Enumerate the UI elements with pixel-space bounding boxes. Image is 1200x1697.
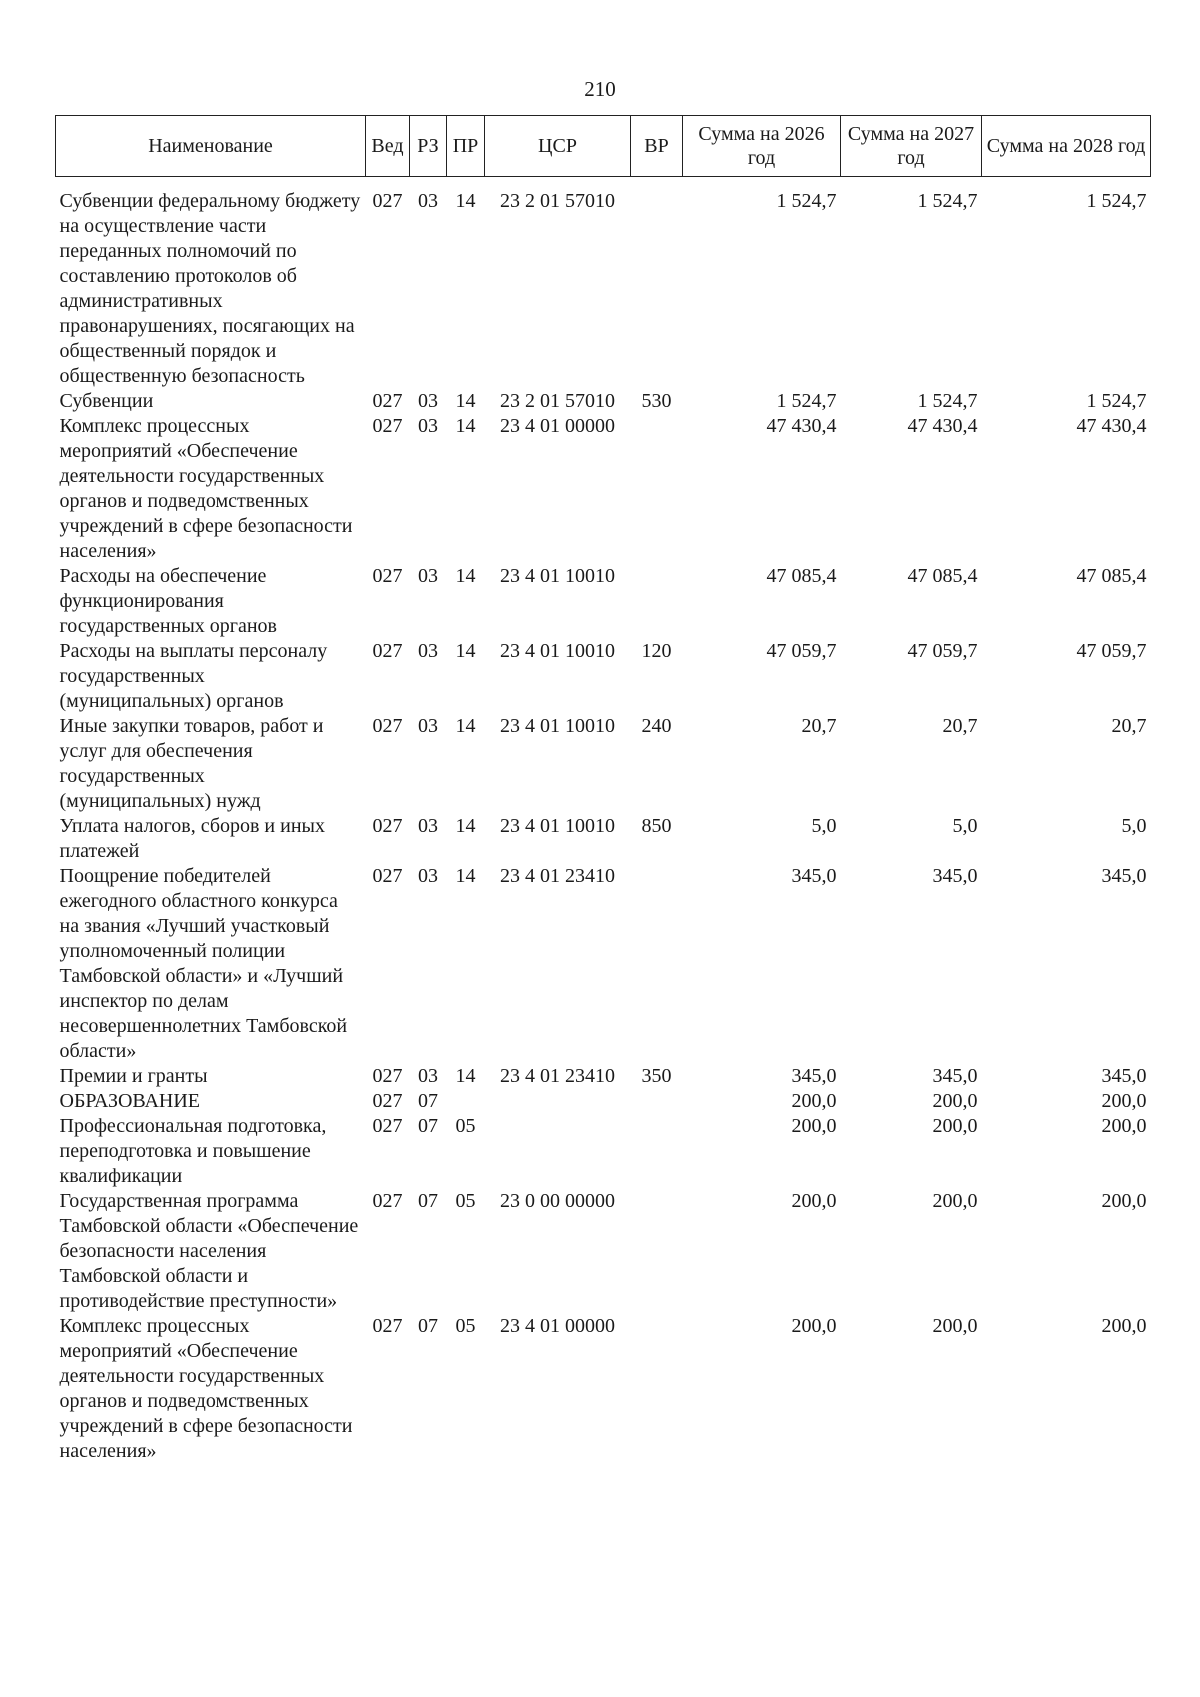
row-sum-2026: 345,0 — [791, 865, 837, 887]
row-ved: 027 — [372, 715, 403, 737]
row-sum-2027: 1 524,7 — [917, 190, 978, 212]
row-name: ОБРАЗОВАНИЕ — [59, 1090, 201, 1112]
row-ved: 027 — [372, 815, 403, 837]
header-sum-2028: Сумма на 2028 год — [982, 116, 1151, 177]
row-sum-2028: 345,0 — [1101, 1065, 1147, 1087]
row-name: Уплата налогов, сборов и иных платежей — [59, 815, 325, 862]
row-vr: 850 — [641, 815, 672, 837]
row-ved: 027 — [372, 1190, 403, 1212]
row-name: Премии и гранты — [59, 1065, 208, 1087]
row-pr: 05 — [455, 1315, 476, 1337]
table-row — [56, 864, 1151, 1064]
table-row — [56, 1114, 1151, 1189]
row-sum-2027: 200,0 — [932, 1090, 978, 1112]
row-sum-2027: 1 524,7 — [917, 390, 978, 412]
row-csr: 23 0 00 00000 — [500, 1190, 615, 1212]
row-rz: 03 — [418, 1065, 438, 1087]
row-csr: 23 4 01 23410 — [500, 865, 615, 887]
row-sum-2027: 47 059,7 — [907, 640, 978, 662]
table-row — [56, 389, 1151, 414]
row-sum-2028: 47 059,7 — [1076, 640, 1147, 662]
row-rz: 07 — [418, 1090, 438, 1112]
row-sum-2027: 200,0 — [932, 1315, 978, 1337]
row-sum-2027: 200,0 — [932, 1190, 978, 1212]
row-csr: 23 2 01 57010 — [500, 390, 615, 412]
row-csr: 23 4 01 10010 — [500, 565, 615, 587]
row-ved: 027 — [372, 565, 403, 587]
row-sum-2028: 5,0 — [1121, 815, 1147, 837]
table-row — [56, 1189, 1151, 1314]
row-ved: 027 — [372, 1115, 403, 1137]
row-vr — [631, 1114, 683, 1189]
row-pr: 14 — [455, 390, 476, 412]
row-sum-2026: 47 430,4 — [766, 415, 837, 437]
table-row — [56, 714, 1151, 814]
row-vr — [631, 1189, 683, 1314]
row-sum-2026: 1 524,7 — [776, 190, 837, 212]
row-pr: 05 — [455, 1190, 476, 1212]
row-sum-2026: 20,7 — [801, 715, 837, 737]
row-vr: 240 — [641, 715, 672, 737]
row-name: Комплекс процессных мероприятий «Обеспечение деятельности государственных органов и подведомственных учреждений в сфере безопасности населения» — [59, 1315, 353, 1462]
row-sum-2027: 345,0 — [932, 1065, 978, 1087]
row-sum-2027: 47 085,4 — [907, 565, 978, 587]
row-name: Субвенции — [59, 390, 154, 412]
row-csr: 23 4 01 23410 — [500, 1065, 615, 1087]
row-sum-2028: 200,0 — [1101, 1315, 1147, 1337]
header-pr: ПР — [447, 116, 485, 177]
row-name: Иные закупки товаров, работ и услуг для обеспечения государственных (муниципальных) нужд — [59, 715, 324, 812]
row-name: Поощрение победителей ежегодного областного конкурса на звания «Лучший участковый уполномоченный полиции Тамбовской области» и «Лучший инспектор по делам несовершеннолетних Тамбовской области» — [59, 865, 348, 1062]
row-sum-2028: 1 524,7 — [1086, 190, 1147, 212]
row-rz: 03 — [418, 715, 438, 737]
budget-table — [55, 115, 1151, 1464]
row-sum-2027: 5,0 — [952, 815, 978, 837]
table-row — [56, 1314, 1151, 1464]
row-rz: 03 — [418, 415, 438, 437]
header-row — [56, 116, 1151, 177]
row-vr: 120 — [641, 640, 672, 662]
row-sum-2028: 200,0 — [1101, 1190, 1147, 1212]
row-sum-2028: 345,0 — [1101, 865, 1147, 887]
header-name: Наименование — [56, 116, 366, 177]
row-name: Профессиональная подготовка, переподготовка и повышение квалификации — [59, 1115, 327, 1187]
row-pr: 14 — [455, 565, 476, 587]
row-csr: 23 4 01 10010 — [500, 640, 615, 662]
row-rz: 03 — [418, 640, 438, 662]
row-sum-2026: 200,0 — [791, 1115, 837, 1137]
row-vr — [631, 177, 683, 390]
row-ved: 027 — [372, 1090, 403, 1112]
row-sum-2028: 200,0 — [1101, 1090, 1147, 1112]
row-vr — [631, 864, 683, 1064]
page-number: 210 — [584, 77, 616, 101]
row-ved: 027 — [372, 1315, 403, 1337]
row-csr: 23 4 01 00000 — [500, 1315, 615, 1337]
header-sum-2026: Сумма на 2026 год — [683, 116, 841, 177]
header-vr: ВР — [631, 116, 683, 177]
row-name: Государственная программа Тамбовской области «Обеспечение безопасности населения Тамбовской области и противодействие преступности» — [59, 1190, 359, 1312]
row-pr: 14 — [455, 865, 476, 887]
row-pr: 14 — [455, 190, 476, 212]
row-sum-2026: 345,0 — [791, 1065, 837, 1087]
table-row — [56, 564, 1151, 639]
row-pr: 14 — [455, 1065, 476, 1087]
row-vr — [631, 1314, 683, 1464]
row-pr: 05 — [455, 1115, 476, 1137]
row-name: Субвенции федеральному бюджету на осуществление части переданных полномочий по составлению протоколов об административных правонарушениях, посягающих на общественный порядок и общественную безопасность — [59, 190, 361, 387]
row-sum-2027: 200,0 — [932, 1115, 978, 1137]
table-row — [56, 414, 1151, 564]
row-name: Расходы на обеспечение функционирования государственных органов — [59, 565, 277, 637]
row-pr: 14 — [455, 815, 476, 837]
table-row — [56, 1064, 1151, 1089]
row-sum-2026: 200,0 — [791, 1090, 837, 1112]
row-vr — [631, 564, 683, 639]
row-rz: 07 — [418, 1315, 438, 1337]
row-sum-2027: 345,0 — [932, 865, 978, 887]
row-ved: 027 — [372, 390, 403, 412]
row-vr: 530 — [641, 390, 672, 412]
row-pr: 14 — [455, 415, 476, 437]
row-sum-2026: 200,0 — [791, 1190, 837, 1212]
row-ved: 027 — [372, 190, 403, 212]
row-ved: 027 — [372, 415, 403, 437]
row-pr: 14 — [455, 715, 476, 737]
table-row — [56, 814, 1151, 864]
row-sum-2028: 200,0 — [1101, 1115, 1147, 1137]
row-sum-2026: 1 524,7 — [776, 390, 837, 412]
row-sum-2028: 47 430,4 — [1076, 415, 1147, 437]
row-sum-2026: 47 085,4 — [766, 565, 837, 587]
row-csr: 23 4 01 00000 — [500, 415, 615, 437]
row-rz: 03 — [418, 565, 438, 587]
row-sum-2028: 47 085,4 — [1076, 565, 1147, 587]
header-rz: РЗ — [410, 116, 447, 177]
row-vr — [631, 1089, 683, 1114]
table-row — [56, 639, 1151, 714]
table-row — [56, 177, 1151, 390]
row-vr — [631, 414, 683, 564]
row-rz: 03 — [418, 865, 438, 887]
row-rz: 07 — [418, 1190, 438, 1212]
row-sum-2026: 200,0 — [791, 1315, 837, 1337]
row-sum-2026: 5,0 — [811, 815, 837, 837]
row-sum-2026: 47 059,7 — [766, 640, 837, 662]
row-sum-2028: 20,7 — [1111, 715, 1147, 737]
row-name: Комплекс процессных мероприятий «Обеспечение деятельности государственных органов и подведомственных учреждений в сфере безопасности населения» — [59, 415, 353, 562]
row-csr: 23 4 01 10010 — [500, 815, 615, 837]
row-rz: 03 — [418, 390, 438, 412]
row-rz: 03 — [418, 190, 438, 212]
row-vr: 350 — [641, 1065, 672, 1087]
row-pr: 14 — [455, 640, 476, 662]
row-csr: 23 4 01 10010 — [500, 715, 615, 737]
row-sum-2027: 47 430,4 — [907, 415, 978, 437]
header-ved: Вед — [366, 116, 410, 177]
row-rz: 07 — [418, 1115, 438, 1137]
row-pr — [447, 1089, 485, 1114]
row-ved: 027 — [372, 1065, 403, 1087]
row-rz: 03 — [418, 815, 438, 837]
table-row — [56, 1089, 1151, 1114]
table-body — [56, 177, 1151, 1465]
header-csr: ЦСР — [485, 116, 631, 177]
row-name: Расходы на выплаты персоналу государственных (муниципальных) органов — [59, 640, 328, 712]
row-csr: 23 2 01 57010 — [500, 190, 615, 212]
row-csr — [485, 1089, 631, 1114]
row-ved: 027 — [372, 865, 403, 887]
header-sum-2027: Сумма на 2027 год — [841, 116, 982, 177]
table-header — [56, 116, 1151, 177]
row-sum-2028: 1 524,7 — [1086, 390, 1147, 412]
row-ved: 027 — [372, 640, 403, 662]
row-sum-2027: 20,7 — [942, 715, 978, 737]
row-csr — [485, 1114, 631, 1189]
